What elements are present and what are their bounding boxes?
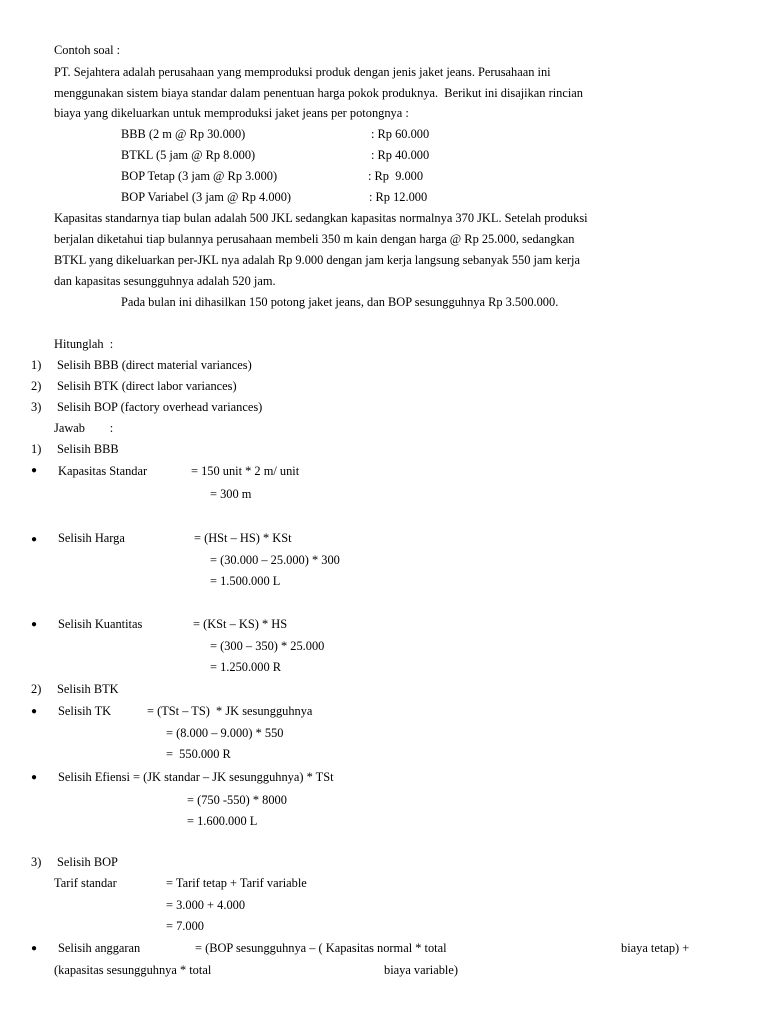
capacity-line-2: berjalan diketahui tiap bulannya perusahaan membeli 350 m kain dengan harga @ Rp 25.000, sedangkan [54, 232, 575, 246]
s1-heading: Selisih BBB [57, 442, 119, 456]
s1-kuan-label: Selisih Kuantitas [58, 617, 143, 631]
s2-tk-res: = 550.000 R [166, 747, 231, 761]
cost-item-bop-variabel: BOP Variabel (3 jam @ Rp 4.000) [121, 190, 292, 204]
capacity-line-1: Kapasitas standarnya tiap bulan adalah 500 JKL sedangkan kapasitas normalnya 370 JKL. Setelah produksi [54, 211, 588, 225]
intro-line-2: menggunakan sistem biaya standar dalam penentuan harga pokok produknya. Berikut ini disajikan rincian [54, 86, 583, 100]
capacity-line-4: dan kapasitas sesungguhnya adalah 520 jam. [54, 274, 276, 288]
cost-value-btkl: : Rp 40.000 [371, 148, 430, 162]
question-num-2: 2) [31, 379, 42, 393]
s3-ang-eq: = (BOP sesungguhnya – ( Kapasitas normal * total [195, 941, 447, 955]
s3-heading: Selisih BOP [57, 855, 118, 869]
cost-item-btkl: BTKL (5 jam @ Rp 8.000) [121, 148, 256, 162]
s3-tarif-sub: = 3.000 + 4.000 [166, 898, 246, 912]
s1-kap-res: = 300 m [210, 487, 252, 501]
s3-ang-line2-tail: biaya variable) [384, 963, 458, 977]
answer-title: Jawab : [54, 421, 114, 435]
cost-value-bbb: : Rp 60.000 [371, 127, 430, 141]
s1-harga-res: = 1.500.000 L [210, 574, 281, 588]
question-text-2: Selisih BTK (direct labor variances) [57, 379, 237, 393]
s2-ef-line: Selisih Efiensi = (JK standar – JK sesungguhnya) * TSt [58, 770, 334, 784]
production-line: Pada bulan ini dihasilkan 150 potong jaket jeans, dan BOP sesungguhnya Rp 3.500.000. [121, 295, 559, 309]
s2-ef-sub: = (750 -550) * 8000 [187, 793, 287, 807]
s3-tarif-eq: = Tarif tetap + Tarif variable [166, 876, 307, 890]
s2-tk-label: Selisih TK [58, 704, 112, 718]
question-text-1: Selisih BBB (direct material variances) [57, 358, 252, 372]
s1-kuan-eq: = (KSt – KS) * HS [193, 617, 288, 631]
s2-tk-sub: = (8.000 – 9.000) * 550 [166, 726, 284, 740]
s1-harga-eq: = (HSt – HS) * KSt [194, 531, 292, 545]
bullet-icon: ● [31, 534, 38, 545]
intro-line-1: PT. Sejahtera adalah perusahaan yang memproduksi produk dengan jenis jaket jeans. Perusahaan ini [54, 65, 551, 79]
s3-tarif-res: = 7.000 [166, 919, 204, 933]
question-text-3: Selisih BOP (factory overhead variances) [57, 400, 263, 414]
s3-ang-line2: (kapasitas sesungguhnya * total [54, 963, 212, 977]
s3-ang-label: Selisih anggaran [58, 941, 141, 955]
bullet-icon: ● [31, 772, 38, 783]
capacity-line-3: BTKL yang dikeluarkan per-JKL nya adalah Rp 9.000 dengan jam kerja langsung sebanyak 550 jam kerja [54, 253, 580, 267]
s2-heading: Selisih BTK [57, 682, 119, 696]
s1-kap-label: Kapasitas Standar [58, 464, 148, 478]
cost-value-bop-variabel: : Rp 12.000 [369, 190, 428, 204]
s1-kuan-res: = 1.250.000 R [210, 660, 282, 674]
s1-harga-label: Selisih Harga [58, 531, 125, 545]
s3-ang-tail: biaya tetap) + [621, 941, 690, 955]
question-num-1: 1) [31, 358, 42, 372]
cost-value-bop-tetap: : Rp 9.000 [368, 169, 424, 183]
questions-title: Hitunglah : [54, 337, 114, 351]
s3-tarif-label: Tarif standar [54, 876, 117, 890]
cost-item-bbb: BBB (2 m @ Rp 30.000) [121, 127, 246, 141]
s3-num: 3) [31, 855, 42, 869]
bullet-icon: ● [31, 943, 38, 954]
bullet-icon: ● [31, 706, 38, 717]
cost-item-bop-tetap: BOP Tetap (3 jam @ Rp 3.000) [121, 169, 278, 183]
s1-num: 1) [31, 442, 42, 456]
bullet-icon: ● [31, 619, 38, 630]
s2-ef-res: = 1.600.000 L [187, 814, 258, 828]
bullet-icon: ● [31, 465, 38, 476]
s1-kuan-sub: = (300 – 350) * 25.000 [210, 639, 325, 653]
example-label: Contoh soal : [54, 43, 121, 57]
intro-line-3: biaya yang dikeluarkan untuk memproduksi jaket jeans per potongnya : [54, 106, 409, 120]
s1-harga-sub: = (30.000 – 25.000) * 300 [210, 553, 340, 567]
s2-num: 2) [31, 682, 42, 696]
s1-kap-eq: = 150 unit * 2 m/ unit [191, 464, 300, 478]
s2-tk-eq: = (TSt – TS) * JK sesungguhnya [147, 704, 313, 718]
question-num-3: 3) [31, 400, 42, 414]
